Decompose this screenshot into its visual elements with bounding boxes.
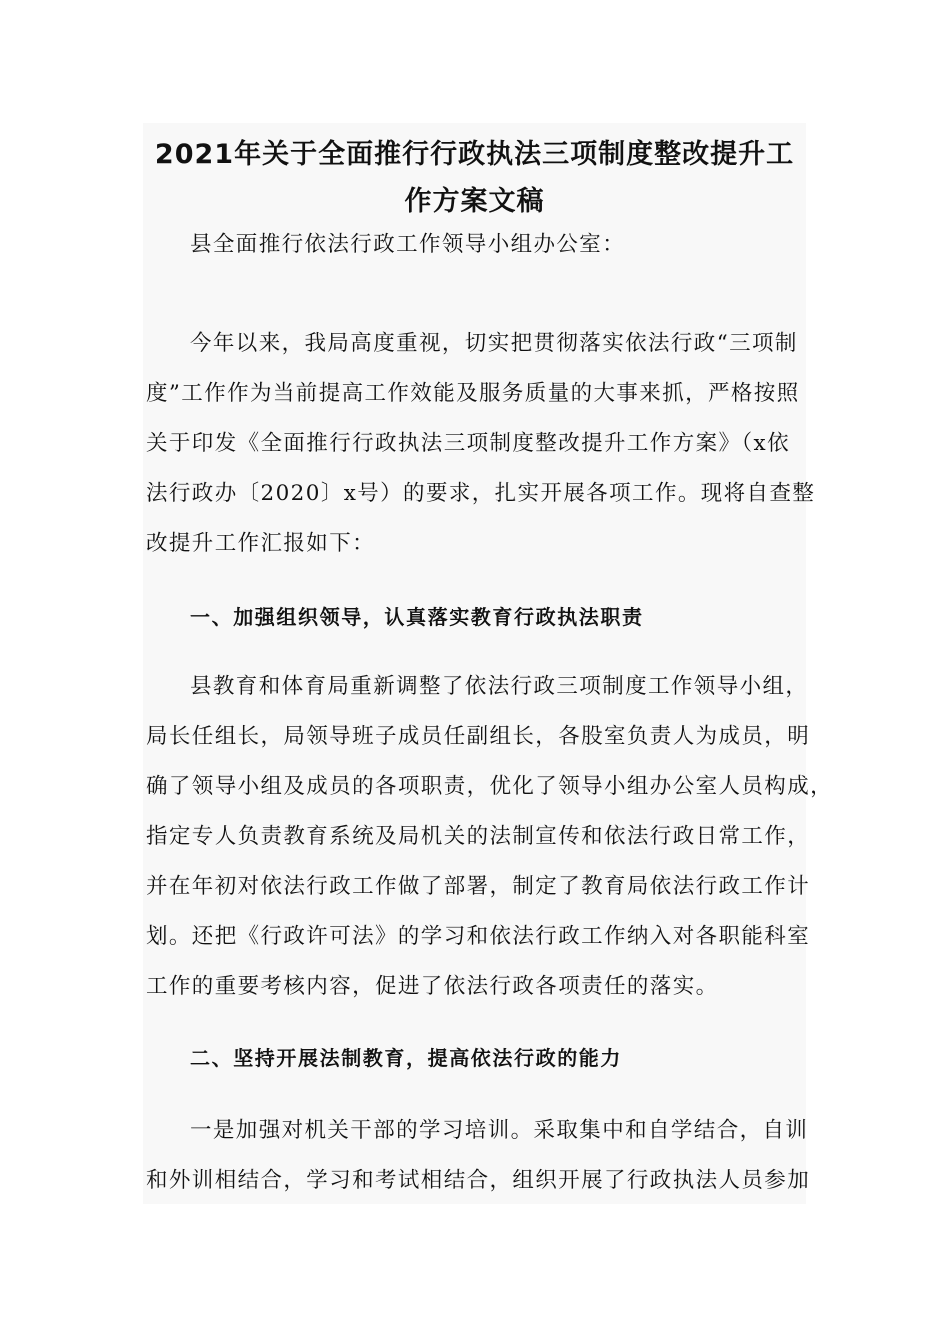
section-heading-2: 二、坚持开展法制教育，提高依法行政的能力	[190, 1046, 622, 1070]
section1-line-2: 局长任组长，局领导班子成员任副组长，各股室负责人为成员，明	[146, 724, 811, 749]
intro-line-1: 今年以来，我局高度重视，切实把贯彻落实依法行政“三项制	[190, 331, 798, 356]
section1-line-7: 工作的重要考核内容，促进了依法行政各项责任的落实。	[146, 974, 719, 999]
intro-line-3: 关于印发《全面推行行政执法三项制度整改提升工作方案》（x依	[146, 431, 790, 456]
document-title-line-2: 作方案文稿	[404, 186, 545, 217]
section2-line-2: 和外训相结合，学习和考试相结合，组织开展了行政执法人员参加	[146, 1168, 811, 1193]
section1-line-6: 划。还把《行政许可法》的学习和依法行政工作纳入对各职能科室	[146, 924, 811, 949]
section2-line-1: 一是加强对机关干部的学习培训。采取集中和自学结合，自训	[190, 1118, 809, 1143]
intro-line-5: 改提升工作汇报如下：	[146, 531, 376, 556]
section1-line-4: 指定专人负责教育系统及局机关的法制宣传和依法行政日常工作，	[146, 824, 811, 849]
document-page	[143, 123, 809, 1204]
section1-line-5: 并在年初对依法行政工作做了部署，制定了教育局依法行政工作计	[146, 874, 811, 899]
section1-line-3: 确了领导小组及成员的各项职责，优化了领导小组办公室人员构成，	[146, 774, 834, 799]
section-heading-1: 一、加强组织领导，认真落实教育行政执法职责	[190, 605, 644, 629]
salutation: 县全面推行依法行政工作领导小组办公室：	[190, 232, 626, 257]
intro-line-2: 度”工作作为当前提高工作效能及服务质量的大事来抓，严格按照	[146, 381, 800, 406]
intro-line-4: 法行政办〔2020〕x号）的要求，扎实开展各项工作。现将自查整	[146, 481, 816, 506]
document-title-line-1: 2021年关于全面推行行政执法三项制度整改提升工	[154, 139, 795, 170]
section1-line-1: 县教育和体育局重新调整了依法行政三项制度工作领导小组，	[190, 674, 809, 699]
